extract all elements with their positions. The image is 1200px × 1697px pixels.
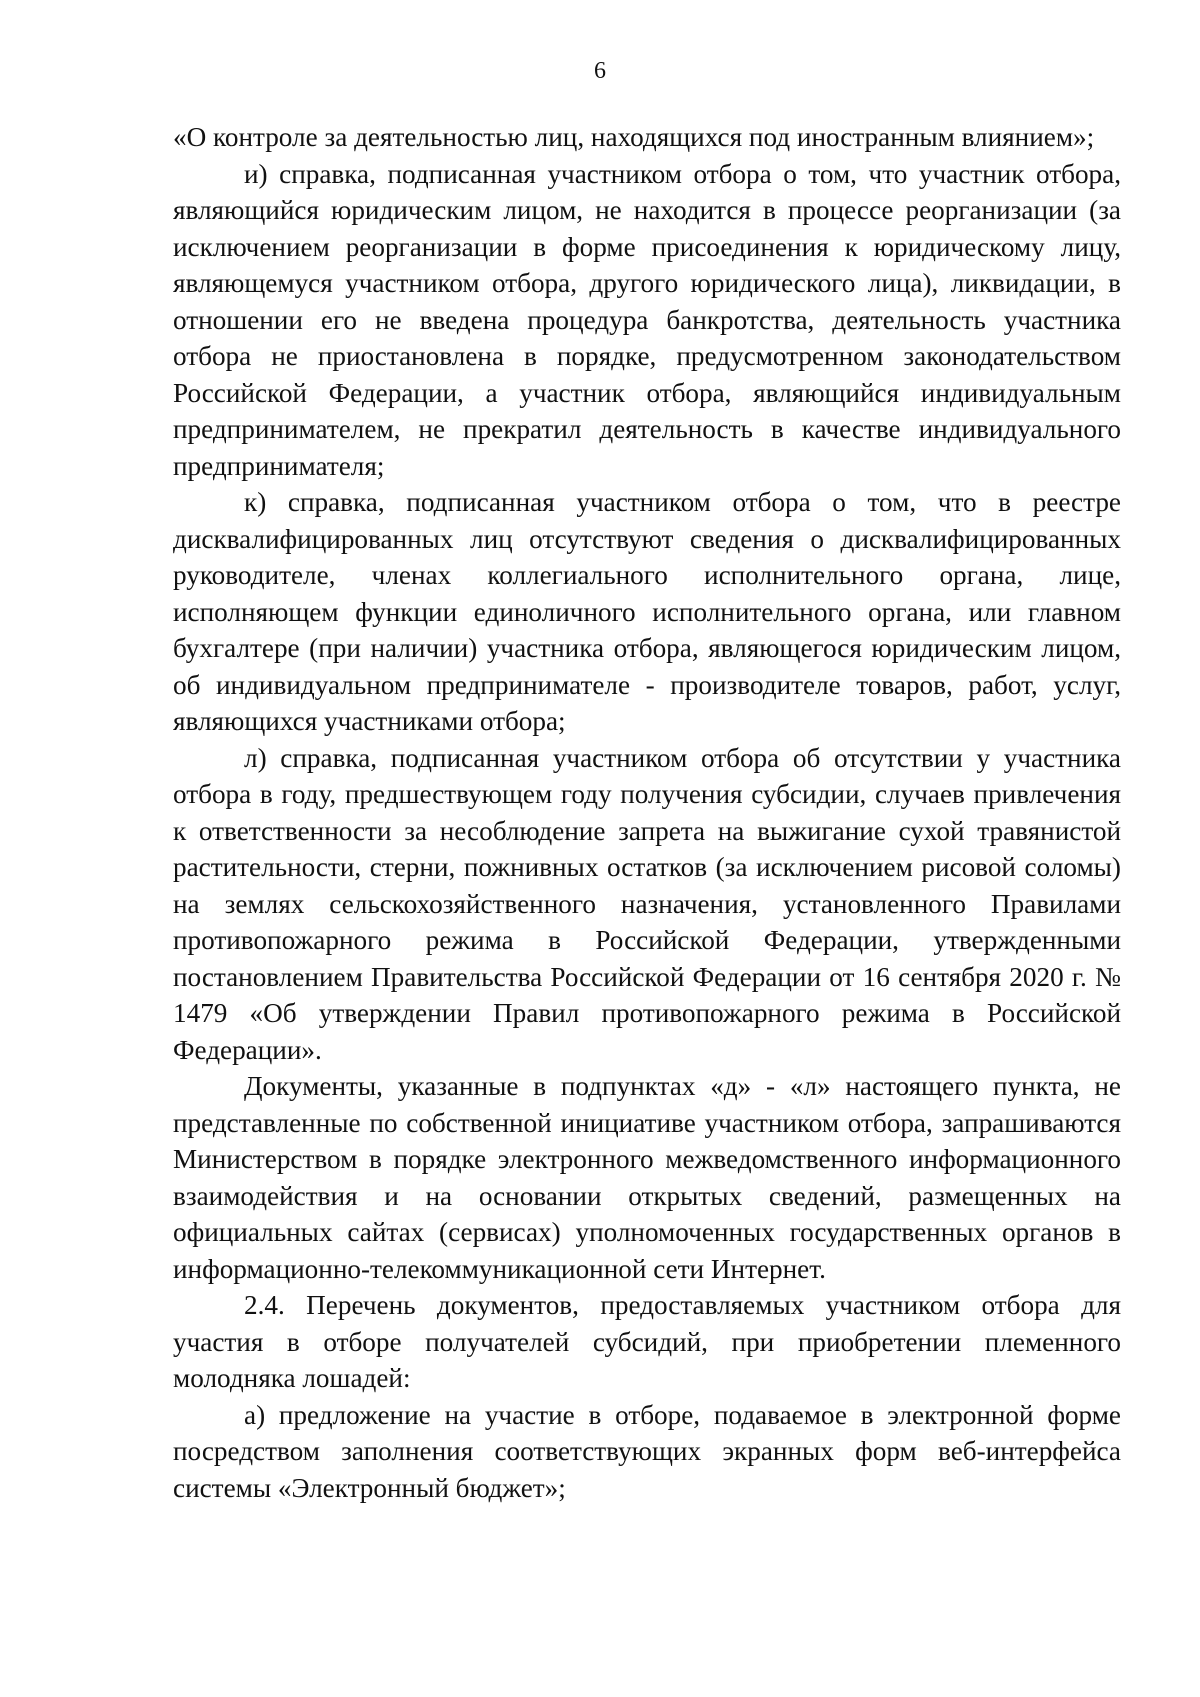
document-body bbox=[173, 119, 1121, 1506]
paragraph-section-2-4: 2.4. Перечень документов, предоставляемых участником отбора для участия в отборе получателей субсидий, при приобретении племенного молодняка лошадей: bbox=[173, 1290, 1121, 1393]
page-number: 6 bbox=[594, 58, 606, 84]
paragraph-documents-request: Документы, указанные в подпунктах «д» - «л» настоящего пункта, не представленные по собственной инициативе участником отбора, запрашиваются Министерством в порядке электронного межведомственного информационного взаимодействия и на основании открытых сведений, размещенных на официальных сайтах (сервисах) уполномоченных государственных органов в информационно-телекоммуникационной сети Интернет. bbox=[173, 1071, 1121, 1284]
paragraph-continuation: «О контроле за деятельностью лиц, находящихся под иностранным влиянием»; bbox=[173, 122, 1095, 152]
paragraph-item-k: к) справка, подписанная участником отбора о том, что в реестре дисквалифицированных лиц отсутствуют сведения о дисквалифицированных руководителе, членах коллегиального исполнительного органа, лице, исполняющем функции единоличного исполнительного органа, или главном бухгалтере (при наличии) участника отбора, являющегося юридическим лицом, об индивидуальном предпринимателе - производителе товаров, работ, услуг, являющихся участниками отбора; bbox=[173, 487, 1121, 736]
paragraph-item-l: л) справка, подписанная участником отбора об отсутствии у участника отбора в году, предшествующем году получения субсидии, случаев привлечения к ответственности за несоблюдение запрета на выжигание сухой травянистой растительности, стерни, пожнивных остатков (за исключением рисовой соломы) на землях сельскохозяйственного назначения, установленного Правилами противопожарного режима в Российской Федерации, утвержденными постановлением Правительства Российской Федерации от 16 сентября 2020 г. № 1479 «Об утверждении Правил противопожарного режима в Российской Федерации». bbox=[173, 742, 1121, 1065]
paragraph-item-i: и) справка, подписанная участником отбора о том, что участник отбора, являющийся юридическим лицом, не находится в процессе реорганизации (за исключением реорганизации в форме присоединения к юридическому лицу, являющемуся участником отбора, другого юридического лица), ликвидации, в отношении его не введена процедура банкротства, деятельность участника отбора не приостановлена в порядке, предусмотренном законодательством Российской Федерации, а участник отбора, являющийся индивидуальным предпринимателем, не прекратил деятельность в качестве индивидуального предпринимателя; bbox=[173, 158, 1121, 481]
paragraph-item-a: а) предложение на участие в отборе, подаваемое в электронной форме посредством заполнения соответствующих экранных форм веб-интерфейса системы «Электронный бюджет»; bbox=[173, 1399, 1121, 1503]
